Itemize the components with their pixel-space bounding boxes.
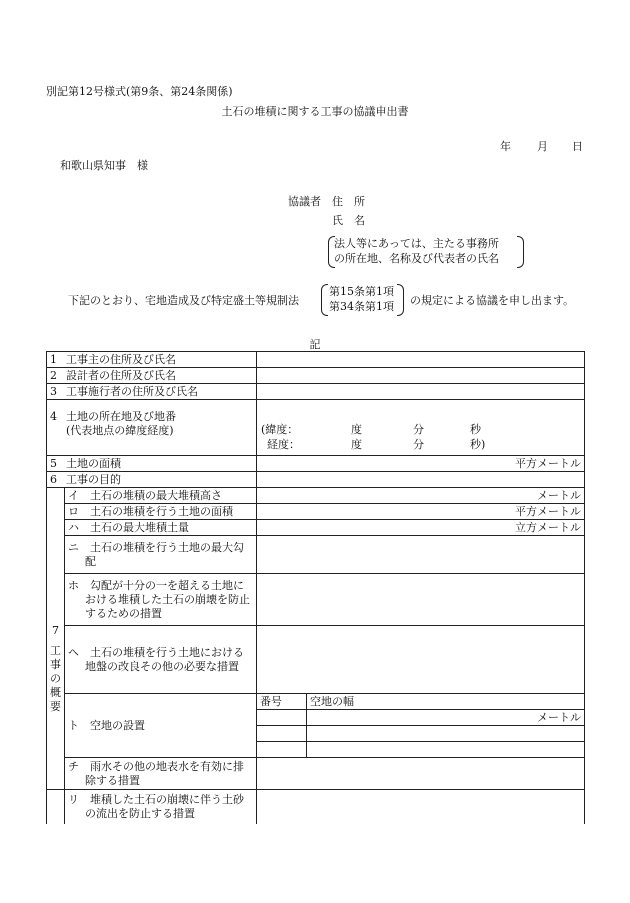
open-space-number-2[interactable]: [257, 726, 307, 742]
designer-value[interactable]: [257, 368, 585, 384]
corporation-note: [334, 236, 499, 266]
pile-area-value[interactable]: 平方メートル: [257, 504, 585, 520]
row-max-slope: ニ 土石の堆積を行う土地の最大勾配: [47, 536, 585, 574]
ki-heading: 記: [309, 338, 321, 351]
row-max-volume: ハ 土石の最大堆積土量 立方メートル: [47, 520, 585, 536]
row-runoff-prevention: リ 堆積した土石の崩壊に伴う土砂の流出を防止する措置: [47, 790, 585, 824]
col-width-header: 空地の幅: [307, 694, 585, 710]
max-volume-value[interactable]: 立方メートル: [257, 520, 585, 536]
max-slope-value[interactable]: [257, 536, 585, 574]
row-area: 5 土地の面積 平方メートル: [47, 456, 585, 472]
open-space-width-2[interactable]: [307, 726, 585, 742]
page-title: 土石の堆積に関する工事の協議申出書: [221, 105, 409, 118]
article-bracket-right: [397, 284, 404, 316]
details-table: [46, 351, 585, 824]
runoff-prevention-value[interactable]: [257, 790, 585, 824]
collapse-prevention-value[interactable]: [257, 574, 585, 626]
date-day-label: 日: [572, 140, 583, 153]
addressee: 和歌山県知事 様: [60, 159, 148, 172]
corporation-note-line1: 法人等にあっては、主たる事務所: [334, 237, 499, 250]
corporation-note-line2: の所在地、名称及び代表者の氏名: [334, 252, 499, 265]
statement-suffix: の規定による協議を申し出ます。: [410, 294, 575, 307]
article-list: [329, 284, 394, 314]
row-designer: 2 設計者の住所及び氏名: [47, 368, 585, 384]
ground-improvement-value[interactable]: [257, 626, 585, 694]
row-pile-area: ロ 土石の堆積を行う土地の面積 平方メートル: [47, 504, 585, 520]
col-number-header: 番号: [257, 694, 307, 710]
max-height-value[interactable]: メートル: [257, 488, 585, 504]
overview-group-label: 7 工 事 の 概 要: [47, 488, 65, 790]
row-ground-improvement: ヘ 土石の堆積を行う土地における地盤の改良その他の必要な措置: [47, 626, 585, 694]
drainage-value[interactable]: [257, 758, 585, 790]
consultant-label: 協議者: [288, 195, 321, 208]
address-label: 住 所: [332, 195, 365, 208]
contractor-value[interactable]: [257, 384, 585, 400]
open-space-number-1[interactable]: [257, 710, 307, 726]
row-drainage: チ 雨水その他の地表水を有効に排除する措置: [47, 758, 585, 790]
statement-prefix: 下記のとおり、宅地造成及び特定盛土等規制法: [68, 294, 299, 307]
open-space-width-3[interactable]: [307, 742, 585, 758]
article-1: 第15条第1項: [329, 285, 394, 298]
note-bracket-right: [517, 236, 524, 268]
row-open-space-header: ト 空地の設置 番号 空地の幅: [47, 694, 585, 710]
location-value[interactable]: (緯度： 度 分 秒 経度： 度 分 秒): [257, 400, 585, 456]
date-month-label: 月: [537, 140, 548, 153]
row-owner: 1 工事主の住所及び氏名: [47, 352, 585, 368]
row-location: 4 土地の所在地及び地番 (代表地点の緯度経度) (緯度： 度 分 秒 経度： 度 分 秒): [47, 400, 585, 456]
name-label: 氏 名: [332, 214, 365, 227]
row-contractor: 3 工事施行者の住所及び氏名: [47, 384, 585, 400]
open-space-width-1[interactable]: メートル: [307, 710, 585, 726]
row-purpose: 6 工事の目的: [47, 472, 585, 488]
form-reference: 別記第12号様式(第9条、第24条関係): [46, 85, 233, 98]
article-bracket-left: [321, 284, 328, 316]
row-collapse-prevention: ホ 勾配が十分の一を超える土地における堆積した土石の崩壊を防止するための措置: [47, 574, 585, 626]
purpose-value[interactable]: [257, 472, 585, 488]
owner-value[interactable]: [257, 352, 585, 368]
open-space-number-3[interactable]: [257, 742, 307, 758]
date-year-label: 年: [500, 140, 511, 153]
row-max-height: 7 工 事 の 概 要 イ 土石の堆積の最大堆積高さ メートル: [47, 488, 585, 504]
article-2: 第34条第1項: [329, 300, 394, 313]
area-value[interactable]: 平方メートル: [257, 456, 585, 472]
